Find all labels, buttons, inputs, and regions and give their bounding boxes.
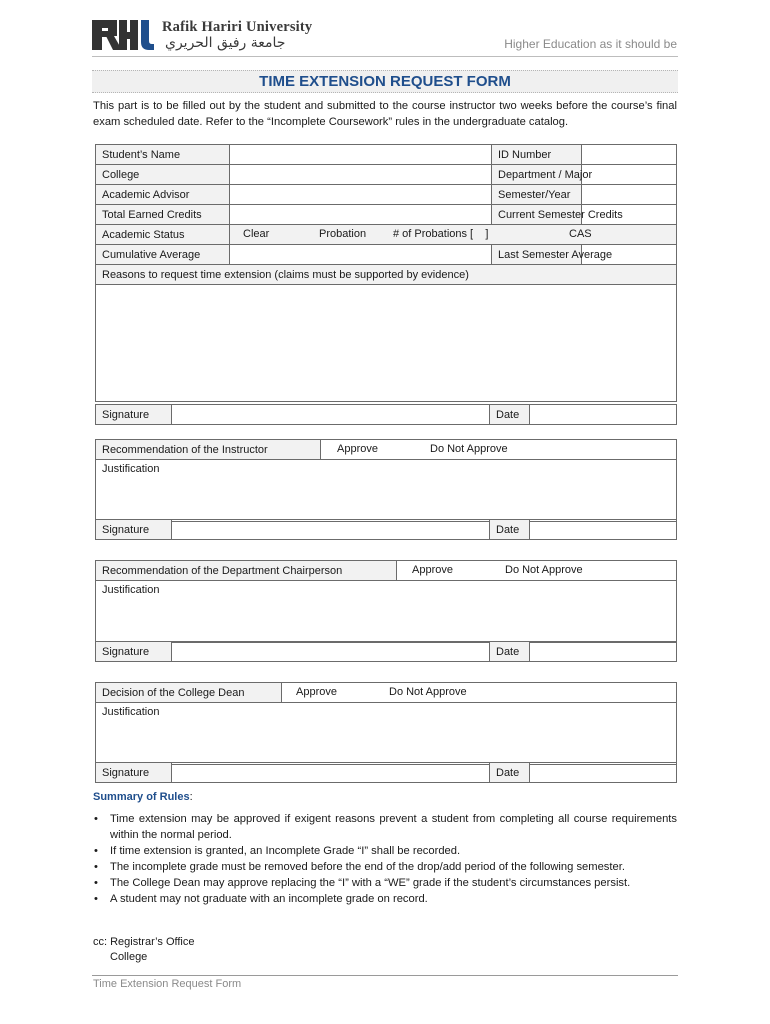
dean-date-field[interactable] — [530, 763, 677, 783]
bullet-icon: • — [94, 813, 98, 825]
current-credits-label: Current Semester Credits — [492, 205, 582, 225]
university-logo — [92, 19, 156, 51]
chair-label: Recommendation of the Department Chairperson — [96, 561, 397, 581]
instructor-justification-label: Justification — [102, 463, 160, 475]
id-number-field[interactable] — [582, 145, 677, 165]
advisor-label: Academic Advisor — [96, 185, 230, 205]
student-name-label: Student’s Name — [96, 145, 230, 165]
dean-table — [95, 682, 677, 765]
cc-college: College — [110, 951, 148, 963]
list-item: • If time extension is granted, an Incomplete Grade “I” shall be recorded. — [93, 844, 677, 860]
dean-not-approve-option[interactable]: Do Not Approve — [389, 686, 467, 698]
dean-signature-field[interactable] — [172, 763, 490, 783]
college-label: College — [96, 165, 230, 185]
dean-decision — [282, 683, 677, 703]
reasons-field[interactable] — [96, 285, 677, 402]
chair-signature-row — [95, 641, 677, 662]
chair-date-field[interactable] — [530, 642, 677, 662]
instructor-not-approve-option[interactable]: Do Not Approve — [430, 443, 508, 455]
department-field[interactable] — [582, 165, 677, 185]
footer-text: Time Extension Request Form — [93, 978, 242, 990]
probations-count[interactable]: # of Probations [ ] — [393, 228, 489, 240]
university-name-ar: جامعة رفيق الحريري — [165, 35, 286, 51]
cumulative-field[interactable] — [230, 245, 492, 265]
chair-table — [95, 560, 677, 643]
chair-approve-option[interactable]: Approve — [412, 564, 453, 576]
student-signature-row — [95, 404, 677, 425]
instructor-table — [95, 439, 677, 522]
list-item: • The College Dean may approve replacing the “I” with a “WE” grade if the student’s circumstances persist. — [93, 876, 677, 892]
reasons-label: Reasons to request time extension (claims must be supported by evidence) — [96, 265, 677, 285]
chair-decision — [397, 561, 677, 581]
instructor-approve-option[interactable]: Approve — [337, 443, 378, 455]
instructor-signature-row — [95, 519, 677, 540]
instructor-justification-field[interactable] — [96, 460, 677, 522]
department-label: Department / Major — [492, 165, 582, 185]
list-item: • The incomplete grade must be removed before the end of the drop/add period of the following semester. — [93, 860, 677, 876]
list-item: • Time extension may be approved if exigent reasons prevent a student from completing all course requirements within the normal period. — [94, 813, 677, 841]
instructor-signature-field[interactable] — [172, 520, 490, 540]
chair-signature-field[interactable] — [172, 642, 490, 662]
last-semester-label: Last Semester Average — [492, 245, 582, 265]
college-field[interactable] — [230, 165, 492, 185]
bullet-icon: • — [94, 892, 98, 905]
academic-status-label: Academic Status — [96, 225, 230, 245]
cas-option[interactable]: CAS — [569, 228, 592, 240]
dean-justification-field[interactable] — [96, 703, 677, 765]
header-divider — [92, 56, 678, 57]
semester-field[interactable] — [582, 185, 677, 205]
summary-colon: : — [189, 791, 193, 803]
dean-justification-label: Justification — [102, 706, 160, 718]
instructor-date-field[interactable] — [530, 520, 677, 540]
rules-list — [93, 812, 677, 908]
tagline: Higher Education as it should be — [504, 37, 677, 51]
status-probation-option[interactable]: Probation — [319, 228, 367, 240]
summary-heading — [93, 791, 193, 803]
bullet-icon: • — [94, 844, 98, 857]
status-clear-option[interactable]: Clear — [243, 228, 270, 240]
dean-label: Decision of the College Dean — [96, 683, 282, 703]
student-name-field[interactable] — [230, 145, 492, 165]
chair-justification-field[interactable] — [96, 581, 677, 643]
signature-label: Signature — [96, 763, 172, 783]
form-title: TIME EXTENSION REQUEST FORM — [259, 73, 511, 90]
student-date-field[interactable] — [530, 405, 677, 425]
bullet-icon: • — [94, 860, 98, 873]
dean-signature-row — [95, 762, 677, 783]
date-label: Date — [490, 520, 530, 540]
form-title-band — [92, 70, 678, 93]
student-signature-field[interactable] — [172, 405, 490, 425]
signature-label: Signature — [96, 405, 172, 425]
earned-credits-label: Total Earned Credits — [96, 205, 230, 225]
semester-label: Semester/Year — [492, 185, 582, 205]
university-name-en: Rafik Hariri University — [162, 19, 313, 35]
form-intro: This part is to be filled out by the student and submitted to the course instructor two weeks before the course’s final exam scheduled date. Refer to the “Incomplete Coursework” rules in the undergraduate catalog. — [93, 100, 677, 128]
date-label: Date — [490, 763, 530, 783]
instructor-decision — [321, 440, 677, 460]
footer-divider — [92, 975, 678, 976]
academic-status-options — [230, 225, 677, 245]
cc-registrar: cc: Registrar’s Office — [93, 936, 195, 948]
earned-credits-field[interactable] — [230, 205, 492, 225]
cumulative-label: Cumulative Average — [96, 245, 230, 265]
signature-label: Signature — [96, 642, 172, 662]
id-number-label: ID Number — [492, 145, 582, 165]
chair-justification-label: Justification — [102, 584, 160, 596]
signature-label: Signature — [96, 520, 172, 540]
date-label: Date — [490, 405, 530, 425]
chair-not-approve-option[interactable]: Do Not Approve — [505, 564, 583, 576]
date-label: Date — [490, 642, 530, 662]
summary-title: Summary of Rules — [93, 791, 190, 803]
instructor-label: Recommendation of the Instructor — [96, 440, 321, 460]
dean-approve-option[interactable]: Approve — [296, 686, 337, 698]
advisor-field[interactable] — [230, 185, 492, 205]
student-info-table — [95, 144, 677, 402]
bullet-icon: • — [94, 876, 98, 889]
list-item: • A student may not graduate with an incomplete grade on record. — [93, 892, 677, 908]
